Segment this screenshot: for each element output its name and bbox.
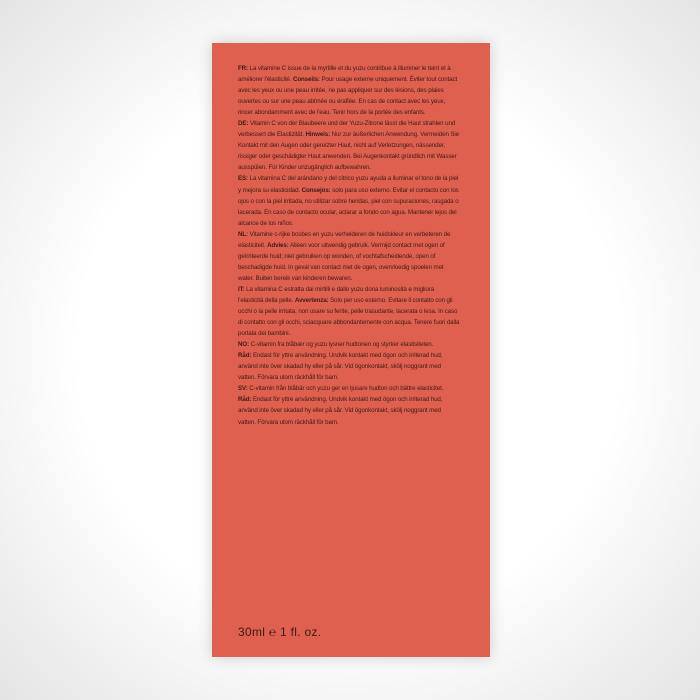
language-code-fr: FR: [238,65,249,72]
paragraph-sv [238,383,460,427]
paragraph-nl [238,229,460,284]
product-box-back-panel [212,43,490,657]
volume-imperial: 1 fl. oz. [280,625,322,639]
advice-text-it: Solo per uso esterno. Evitare il contatto con gli occhi o la pelle irritata, non usare su ferite, pelle trasudante, lacerata o lesa. In caso di contatto con gli occhi, sciacquare abbondantemente con acqua. Tenere fuori dalla portata dei bambini. [238,296,460,338]
advice-label-no: Råd: [238,352,252,360]
description-de: Vitamin C von der Blaubeere und der Yuzu-Zitrone lässt die Haut strahlen und verbessert die Elastizität. [238,120,456,139]
advice-label-de: Hinweis: [305,131,331,139]
advice-label-it: Avvertenza: [294,296,329,304]
advice-label-nl: Advies: [267,241,289,249]
language-code-de: DE: [238,120,249,128]
description-it: La vitamina C estratta dai mirtilli e dallo yuzu dona luminosità e migliora l'elasticità della pelle. [238,285,435,304]
description-nl: Vitamine c-rijke bosbes en yuzu verhelderen de huidskleur en verbeteren de elasticiteit. [238,230,451,249]
paragraph-no [238,339,460,383]
language-code-nl: NL: [238,230,249,238]
description-sv: C-vitamin från blåbär och yuzu ger en ljusare hudton och bättre elasticitet. [247,385,444,393]
advice-text-de: Nur zur äußerlichen Anwendung. Vermeiden Sie Kontakt mit den Augen oder gereizter Haut, nicht auf Verletzungen, nässender, rissiger oder geschädigter Haut anwenden. Bei Augenkontakt gründlich mit Wasser ausspülen. Für Kinder unzugänglich aufbewahren. [238,131,460,172]
volume-amount: 30ml [238,625,266,639]
advice-text-sv: Endast för yttre användning. Undvik kontakt med ögon och irriterad hud, använd inte över skadad hy eller på sår. Vid ögonkontakt, skölj noggrant med vatten. Förvara utom räckhåll för barn. [238,396,443,426]
paragraph-es [238,173,460,228]
paragraph-fr [238,63,460,118]
advice-text-nl: Alleen voor uitwendig gebruik. Vermijd contact met ogen of geïrriteerde huid; niet gebruiken op wonden, of vochtafscheidende, open of beschadigde huid. In geval van contact met de ogen, overvloedig spoelen met water. Buiten bereik van kinderen bewaren. [238,241,445,282]
language-code-no: NO: [238,341,250,349]
ingredient-instructions-text [238,63,460,428]
paragraph-it [238,284,460,339]
estimated-sign-icon: ℮ [268,625,277,639]
advice-text-fr: Pour usage externe uniquement. Éviter tout contact avec les yeux ou une peau irritée, ne pas appliquer sur des lésions, des plaies ouvertes ou sur une peau abîmée ou éraflée. En cas de contact avec les yeux, rincer abondamment avec de l'eau. Tenir hors de la portée des enfants. [238,76,458,117]
description-fr: La vitamine C issue de la myrtille et du yuzu contribue à illuminer le teint et à améliorer l'élasticité. [238,65,451,84]
paragraph-de [238,118,460,173]
volume-label [238,625,321,639]
advice-text-no: Endast för yttre användning. Undvik kontakt med ögon och irriterad hud, använd inte över skadad hy eller på sår. Vid ögonkontakt, skölj noggrant med vatten. Förvara utom räckhåll för barn. [238,352,443,382]
advice-label-es: Consejos: [301,186,331,194]
description-no: C-vitamin fra blåbær og yuzu lysner hudtonen og styrker elastisiteten. [249,341,434,349]
advice-label-sv: Råd: [238,396,252,404]
advice-label-fr: Conseils: [292,76,320,84]
language-code-it: IT: [238,285,245,293]
language-code-sv: SV: [238,385,248,393]
language-code-es: ES: [238,175,249,183]
advice-text-es: solo para uso externo. Evitar el contacto con los ojos o con la piel irritada, no utilizar sobre heridas, piel con supuraciones, rasgada o lacerada. En caso de contacto ocular, aclarar a fondo con agua. Mantener lejos del alcance de los niños. [238,186,459,227]
description-es: La vitamina C del arándano y del cítrico yuzu ayuda a iluminar el tono de la piel y mejora su elasticidad. [238,175,459,194]
